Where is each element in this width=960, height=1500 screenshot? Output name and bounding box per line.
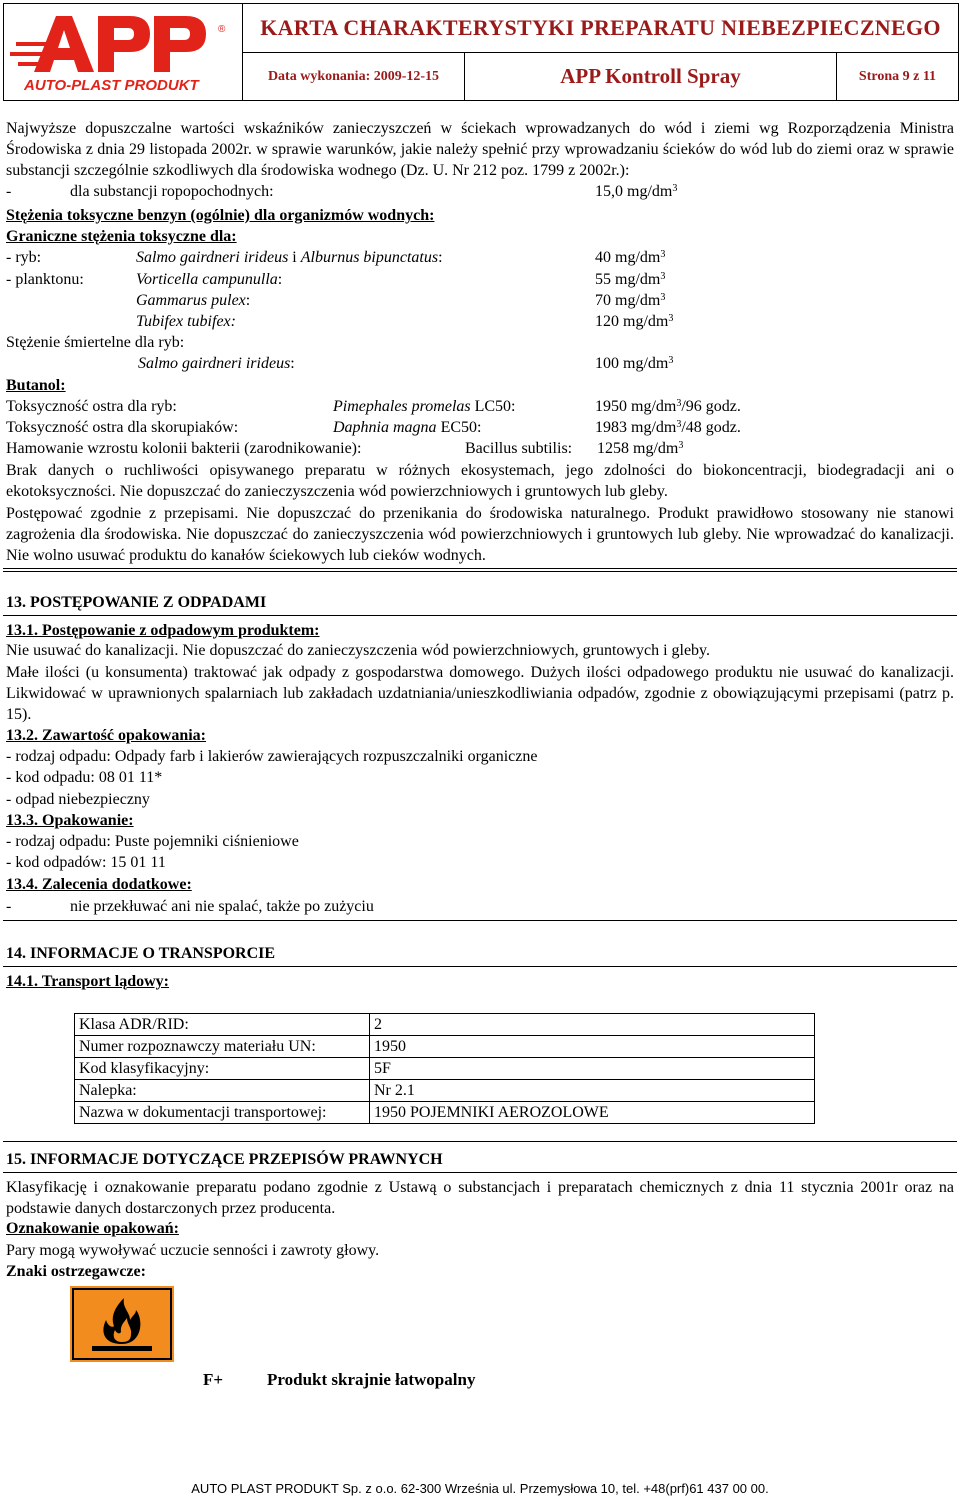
label-heading: Oznakowanie opakowań: xyxy=(6,1220,179,1237)
section-13-1-heading: 13.1. Postępowanie z odpadowym produktem: xyxy=(6,622,320,639)
eco-paragraph-1: Brak danych o ruchliwości opisywanego preparatu w różnych ekosystemach, jego zdolności do biokoncentracji, biodegradacji ani o ekotoksyczności. Nie dopuszczać do zanieczyszczenia wód powierzchniowych i gruntowych lub gleby. xyxy=(6,462,954,500)
table-row xyxy=(75,1058,815,1080)
svg-text:®: ® xyxy=(218,24,226,35)
tox-value-gammarus: 70 $mg/dm^3$ xyxy=(595,292,666,309)
table-cell-value: Nr 2.1 xyxy=(370,1080,815,1102)
creation-date: Data wykonania: 2009-12-15 xyxy=(243,53,465,100)
tox-species-gammarus: Gammarus pulex: xyxy=(136,292,251,309)
section-13-title: 13. POSTĘPOWANIE Z ODPADAMI xyxy=(6,594,267,611)
section-divider xyxy=(3,1141,957,1142)
butanol-crust-species: Daphnia magna EC50: xyxy=(333,419,482,436)
eco-paragraph-2: Postępować zgodnie z przepisami. Nie dopuszczać do przenikania do środowiska naturalnego. Produkt prawidłowo stosowany nie stanowi zagrożenia dla środowiska. Nie dopuszczać do zanieczyszczenia wód powierzchniowych i gruntowych lub gleby. Nie wprowadzać do kanalizacji. Nie wolno usuwać produktu do kanałów ściekowych lub cieków wodnych. xyxy=(6,505,954,564)
butanol-bact-value: 1258 $mg/dm^3$ xyxy=(597,440,684,457)
label-text: Pary mogą wywoływać uczucie senności i zawroty głowy. xyxy=(6,1242,380,1259)
intro-paragraph: Najwyższe dopuszczalne wartości wskaźników zanieczyszczeń w ściekach wprowadzanych do wód i ziemi wg Rozporządzenia Ministra Środowiska z dnia 29 listopada 2002r. w sprawie warunków, jakie należy spełnić przy wprowadzaniu ścieków do wód lub do ziemi oraz w sprawie substancji szczególnie szkodliwych dla środowiska wodnego (Dz. U. Nr 212 poz. 1799 z 2002r.): xyxy=(6,120,954,179)
product-name: APP Kontroll Spray xyxy=(465,53,837,100)
table-cell-value: 1950 POJEMNIKI AEROZOLOWE xyxy=(370,1102,815,1124)
table-cell-label: Nalepka: xyxy=(75,1080,370,1102)
document-header xyxy=(3,3,959,101)
tox-species-fish: Salmo gairdneri irideus i Alburnus bipunctatus: xyxy=(136,249,443,266)
butanol-crust-label: Toksyczność ostra dla skorupiaków: xyxy=(6,419,239,436)
tox-group-plankton: - planktonu: xyxy=(6,271,84,288)
table-cell-value: 5F xyxy=(370,1058,815,1080)
butanol-heading: Butanol: xyxy=(6,377,66,394)
section-13-1-line: Nie usuwać do kanalizacji. Nie dopuszczać do zanieczyszczenia wód powierzchniowych, gruntowych i gleby. xyxy=(6,642,711,659)
packaging-type-line: - rodzaj odpadu: Puste pojemniki ciśnieniowe xyxy=(6,833,299,850)
tox-value-vorticella: 55 $mg/dm^3$ xyxy=(595,271,666,288)
footer: AUTO PLAST PRODUKT Sp. z o.o. 62-300 Września ul. Przemysłowa 10, tel. +48(prf)61 437 00 00. xyxy=(191,1481,769,1496)
butanol-bact-label: Hamowanie wzrostu kolonii bakterii (zarodnikowanie): xyxy=(6,440,362,457)
tox-species-vorticella: Vorticella campunulla: xyxy=(136,271,283,288)
petro-label: dla substancji ropopochodnych: xyxy=(70,183,274,200)
butanol-fish-label: Toksyczność ostra dla ryb: xyxy=(6,398,177,415)
section-15-title: 15. INFORMACJE DOTYCZĄCE PRZEPISÓW PRAWNYCH xyxy=(6,1151,443,1168)
section-14-1-heading: 14.1. Transport lądowy: xyxy=(6,973,169,990)
section-14-title: 14. INFORMACJE O TRANSPORCIE xyxy=(6,945,276,962)
section-divider xyxy=(3,920,957,921)
section-13-rule xyxy=(3,615,957,616)
table-row xyxy=(75,1036,815,1058)
section-15-rule xyxy=(3,1172,957,1173)
butanol-crust-value: 1983 $mg/dm^3/48$ godz. xyxy=(595,419,741,436)
flame-hazard-icon xyxy=(70,1286,174,1362)
waste-code-line: - kod odpadu: 08 01 11* xyxy=(6,769,163,786)
logo-cell xyxy=(4,4,243,100)
table-cell-value: 1950 xyxy=(370,1036,815,1058)
table-row xyxy=(75,1014,815,1036)
table-cell-label: Nazwa w dokumentacji transportowej: xyxy=(75,1102,370,1124)
table-cell-label: Numer rozpoznawczy materiału UN: xyxy=(75,1036,370,1058)
limit-heading: Graniczne stężenia toksyczne dla: xyxy=(6,228,237,245)
tox-species-tubifex: Tubifex tubifex: xyxy=(136,313,236,330)
butanol-fish-species: Pimephales promelas LC50: xyxy=(333,398,516,415)
logo-subtext: AUTO-PLAST PRODUKT xyxy=(24,77,199,94)
table-cell-value: 2 xyxy=(370,1014,815,1036)
lethal-value: 100 $mg/dm^3$ xyxy=(595,355,674,372)
hazardous-waste-line: - odpad niebezpieczny xyxy=(6,791,150,808)
butanol-fish-value: 1950 $mg/dm^3/96$ godz. xyxy=(595,398,741,415)
transport-table xyxy=(74,1013,815,1124)
section-15-paragraph: Klasyfikację i oznakowanie preparatu podano zgodnie z Ustawą o substancjach i preparatach chemicznych z dnia 11 stycznia 2001r oraz na podstawie danych dostarczonych przez producenta. xyxy=(6,1179,954,1217)
section-13-4-heading: 13.4. Zalecenia dodatkowe: xyxy=(6,876,192,893)
page-number: Strona 9 z 11 xyxy=(858,69,937,84)
app-logo xyxy=(4,4,242,100)
recommendation-text: nie przekłuwać ani nie spalać, także po zużyciu xyxy=(70,898,374,915)
table-row xyxy=(75,1102,815,1124)
petro-value: 15,0 $mg/dm^3$ xyxy=(595,183,678,200)
section-divider xyxy=(3,568,957,572)
table-cell-label: Klasa ADR/RID: xyxy=(75,1014,370,1036)
document-title: KARTA CHARAKTERYSTYKI PREPARATU NIEBEZPIECZNEGO xyxy=(243,4,958,53)
section-13-3-heading: 13.3. Opakowanie: xyxy=(6,812,134,829)
packaging-code-line: - kod odpadów: 15 01 11 xyxy=(6,854,166,871)
table-row xyxy=(75,1080,815,1102)
table-cell-label: Kod klasyfikacyjny: xyxy=(75,1058,370,1080)
lethal-species: Salmo gairdneri irideus: xyxy=(138,355,295,372)
petro-dash: - xyxy=(6,183,12,200)
waste-type-line: - rodzaj odpadu: Odpady farb i lakierów zawierających rozpuszczalniki organiczne xyxy=(6,748,538,765)
symbol-code: F+ xyxy=(203,1370,224,1389)
toxicity-heading: Stężenia toksyczne benzyn (ogólnie) dla organizmów wodnych: xyxy=(6,207,435,224)
butanol-bact-species: Bacillus subtilis: xyxy=(465,440,573,457)
symbols-heading: Znaki ostrzegawcze: xyxy=(6,1263,146,1280)
lethal-label: Stężenie śmiertelne dla ryb: xyxy=(6,334,185,351)
tox-value-fish: 40 $mg/dm^3$ xyxy=(595,249,666,266)
recommendation-dash: - xyxy=(6,898,12,915)
section-13-1-paragraph: Małe ilości (u konsumenta) traktować jak odpady z gospodarstwa domowego. Dużych ilości odpadowego produktu nie usuwać do kanalizacji. Likwidować w uprawnionych spalarniach lub zakładach uzdatniania/unieszkodliwiania odpadów, zgodnie z obowiązującymi przepisami (patrz p. 15). xyxy=(6,664,954,723)
section-14-rule xyxy=(3,966,957,967)
section-13-2-heading: 13.2. Zawartość opakowania: xyxy=(6,727,207,744)
tox-group-fish: - ryb: xyxy=(6,249,42,266)
symbol-text: Produkt skrajnie łatwopalny xyxy=(267,1370,476,1389)
tox-value-tubifex: 120 $mg/dm^3$ xyxy=(595,313,674,330)
